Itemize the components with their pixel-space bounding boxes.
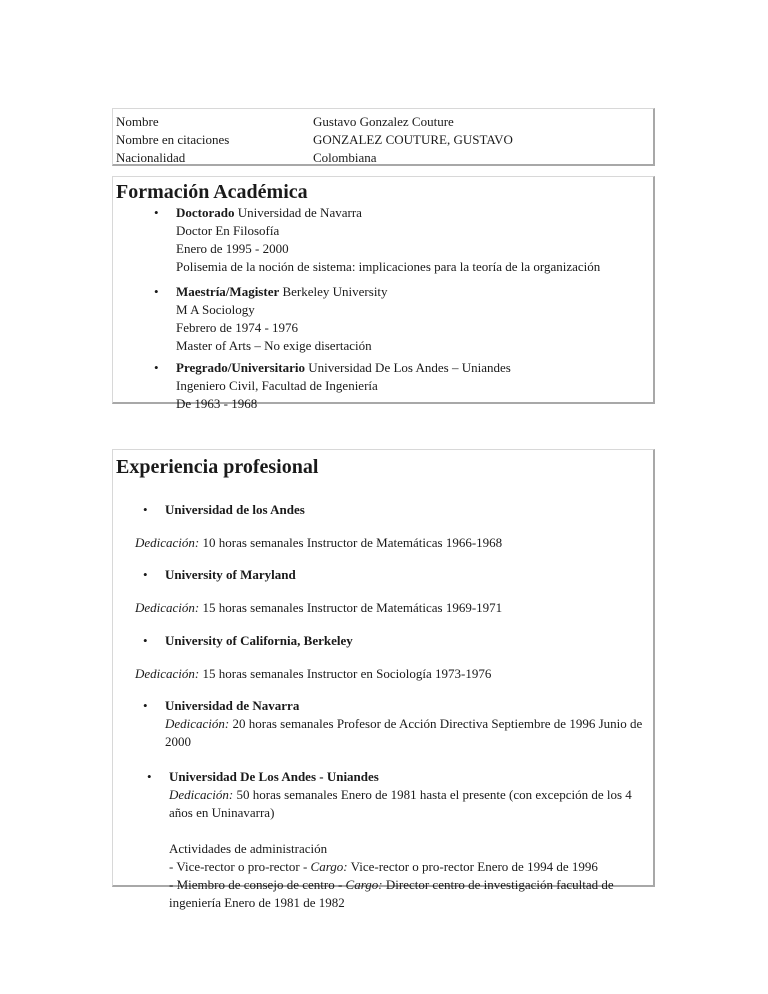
info-label: Nombre en citaciones: [116, 132, 230, 147]
education-heading: [176, 359, 511, 377]
bullet-icon: •: [143, 502, 148, 517]
dedication-label: Dedicación:: [135, 600, 200, 615]
experience-dedication: [135, 534, 502, 552]
info-label: Nombre: [116, 114, 159, 129]
education-dates: Febrero de 1974 - 1976: [176, 320, 299, 335]
institution-name: University of Maryland: [165, 567, 296, 582]
info-value: GONZALEZ COUTURE, GUSTAVO: [313, 132, 513, 147]
info-value: Colombiana: [313, 150, 377, 165]
education-institution: Universidad de Navarra: [237, 205, 362, 220]
institution-name: Universidad De Los Andes - Uniandes: [169, 769, 379, 784]
formacion-section: [112, 176, 655, 411]
experience-institution: [143, 566, 296, 584]
experience-item: [143, 697, 645, 751]
cargo-detail: Vice-rector o pro-rector Enero de 1994 de 1996: [350, 859, 598, 874]
education-degree: Doctor En Filosofía: [176, 223, 280, 238]
experiencia-section: [112, 449, 655, 910]
dedication-detail: 15 horas semanales Instructor en Sociología 1973-1976: [202, 666, 492, 681]
info-label: Nacionalidad: [116, 150, 186, 165]
admin-title: Actividades de administración: [169, 841, 328, 856]
education-heading: [176, 204, 600, 222]
education-institution: Universidad De Los Andes – Uniandes: [308, 360, 511, 375]
education-degree: Ingeniero Civil, Facultad de Ingeniería: [176, 378, 378, 393]
info-value: Gustavo Gonzalez Couture: [313, 114, 454, 129]
bullet-icon: •: [147, 769, 152, 784]
experience-institution: [143, 501, 305, 519]
education-institution: Berkeley University: [282, 284, 388, 299]
dedication-label: Dedicación:: [135, 535, 200, 550]
dedication-detail: 15 horas semanales Instructor de Matemáticas 1969-1971: [202, 600, 503, 615]
experience-dedication: [135, 599, 502, 617]
section-title: Experiencia profesional: [116, 456, 319, 478]
info-row-nombre: [113, 113, 653, 131]
experience-institution: [143, 632, 353, 650]
institution-name: Universidad de los Andes: [165, 502, 305, 517]
admin-item: [169, 858, 649, 876]
cargo-label: Cargo:: [310, 859, 348, 874]
education-level: Pregrado/Universitario: [176, 360, 306, 375]
bullet-icon: •: [154, 284, 159, 299]
cargo-detail: Director centro de investigación facultad de ingeniería Enero de 1981 de 1982: [169, 877, 614, 910]
personal-info-box: [112, 108, 655, 166]
education-level: Maestría/Magister: [176, 284, 280, 299]
education-dates: De 1963 - 1968: [176, 396, 258, 411]
dedication-label: Dedicación:: [169, 787, 234, 802]
dedication-label: Dedicación:: [135, 666, 200, 681]
experience-item: [147, 768, 649, 912]
bullet-icon: •: [143, 633, 148, 648]
dedication-detail: 50 horas semanales Enero de 1981 hasta el presente (con excepción de los 4 años en Uninavarra): [169, 787, 632, 820]
section-title: Formación Académica: [116, 181, 308, 203]
dedication-detail: 10 horas semanales Instructor de Matemáticas 1966-1968: [202, 535, 503, 550]
experience-dedication: [135, 665, 491, 683]
education-item: [154, 359, 511, 413]
education-thesis: Polisemia de la noción de sistema: implicaciones para la teoría de la organización: [176, 259, 601, 274]
education-degree: M A Sociology: [176, 302, 255, 317]
admin-role: - Vice-rector o pro-rector -: [169, 859, 311, 874]
admin-item: [169, 876, 649, 912]
institution-name: University of California, Berkeley: [165, 633, 353, 648]
info-row-nacionalidad: [113, 149, 653, 167]
experience-dedication: [165, 715, 645, 751]
education-dates: Enero de 1995 - 2000: [176, 241, 289, 256]
education-heading: [176, 283, 388, 301]
institution-name: Universidad de Navarra: [165, 698, 300, 713]
experience-dedication: [169, 786, 649, 822]
education-level: Doctorado: [176, 205, 235, 220]
education-thesis: Master of Arts – No exige disertación: [176, 338, 372, 353]
education-item: [154, 283, 388, 355]
bullet-icon: •: [143, 698, 148, 713]
info-row-citaciones: [113, 131, 653, 149]
bullet-icon: •: [143, 567, 148, 582]
dedication-label: Dedicación:: [165, 716, 230, 731]
bullet-icon: •: [154, 205, 159, 220]
admin-role: - Miembro de consejo de centro -: [169, 877, 346, 892]
cargo-label: Cargo:: [345, 877, 383, 892]
dedication-detail: 20 horas semanales Profesor de Acción Directiva Septiembre de 1996 Junio de 2000: [165, 716, 643, 749]
education-item: [154, 204, 601, 276]
bullet-icon: •: [154, 360, 159, 375]
